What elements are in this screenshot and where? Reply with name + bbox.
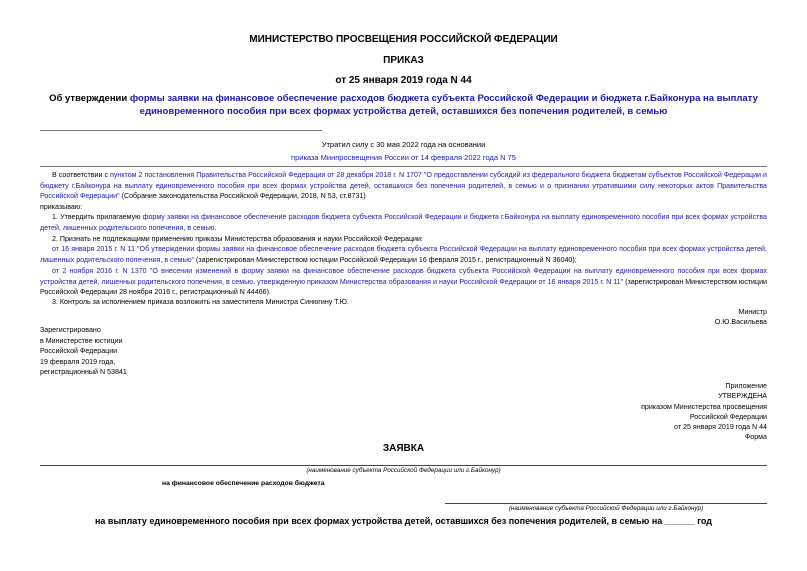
budget-fill-hint: (наименование субъекта Российской Федерации или г.Байконур): [508, 505, 704, 512]
item-1-text-b: .: [214, 223, 217, 232]
registration-line: 19 февраля 2019 года,: [40, 357, 116, 366]
budget-fill-line: [445, 503, 767, 504]
appendix-block: [567, 381, 767, 443]
registration-block: [40, 325, 190, 378]
item-2-paragraph: 2. Признать не подлежащими применению приказы Министерства образования и науки Российской Федерации:: [52, 235, 423, 243]
registration-line: в Министерстве юстиции: [40, 336, 123, 345]
appendix-line: приказом Министерства просвещения: [641, 402, 767, 411]
repealed-order-2: [40, 266, 767, 298]
repealed-order-1-text: (зарегистрирован Министерством юстиции Российской Федерации 16 февраля 2015 г., регистрационный N 36040);: [194, 255, 577, 264]
preamble-text-a: В соответствии с: [52, 171, 111, 179]
government-decree-link[interactable]: пунктом 2 постановления Правительства Российской Федерации от 28 декабря 2018 г. N 1707 "О предоставлении субсидий из федерального бюджета бюджетам субъектов Российской Федерации и бюджету г.Байконура на выплату единовременного пособия при всех формах устройства детей, оставшихся без попечения родителей, в семью и о признании утратившими силу некоторых актов Правительства Российской Федерации": [40, 171, 767, 200]
payment-purpose-line: на выплату единовременного пособия при всех формах устройства детей, оставшихся без попечения родителей, в семью на ______ год: [94, 516, 713, 526]
approved-form-link[interactable]: форму заявки на финансовое обеспечение расходов бюджета субъекта Российской Федерации и бюджета г.Байконура на выплату единовременного пособия при всех формах устройства детей, лишенных родительского попечения, в семью: [40, 213, 767, 232]
registration-line: регистрационный N 53841: [40, 368, 127, 376]
subject-prefix: Об утверждении: [49, 93, 130, 104]
preamble-paragraph: [40, 170, 767, 202]
registration-line: Российской Федерации: [40, 347, 118, 355]
lost-force-link-line: [0, 153, 807, 162]
lost-force-order-link[interactable]: приказа Минпросвещения России от 14 февраля 2022 года N 75: [291, 153, 516, 162]
form-title: ЗАЯВКА: [382, 443, 425, 454]
divider-top: [40, 130, 322, 131]
repealed-order-1: [40, 244, 767, 265]
divider-main: [40, 166, 767, 167]
repealed-order-1-link[interactable]: от 16 января 2015 г. N 11 "Об утверждении формы заявки на финансовое обеспечение расходов бюджета субъекта Российской Федерации на выплату единовременного пособия при всех формах устройства детей, лишенных родительского попечения, в семью": [40, 245, 767, 264]
order-subject: [40, 93, 767, 118]
repealed-order-2-text: (зарегистрирован Министерством юстиции Российской Федерации 28 ноября 2016 г., регистрационный N 44466).: [40, 277, 767, 296]
appendix-line: Форма: [744, 433, 767, 442]
subject-form-link[interactable]: формы заявки на финансовое обеспечение расходов бюджета субъекта Российской Федерации и бюджета г.Байконура на выплату единовременного пособия при всех формах устройства детей, оставшихся без попечения родителей, в семью: [129, 93, 758, 117]
order-date: от 25 января 2019 года N 44: [335, 75, 472, 86]
subject-fill-hint: (наименование субъекта Российской Федерации или г.Байконур): [306, 467, 501, 474]
appendix-line: Российской Федерации: [689, 412, 767, 421]
lost-force-notice: Утратил силу с 30 мая 2022 года на основании: [321, 140, 486, 149]
order-title: ПРИКАЗ: [383, 55, 424, 66]
subject-fill-line: [40, 465, 767, 466]
signer-position: Министр: [738, 308, 767, 316]
appendix-line: Приложение: [725, 382, 767, 390]
finance-label: на финансовое обеспечение расходов бюджета: [162, 480, 325, 487]
ministry-name: МИНИСТЕРСТВО ПРОСВЕЩЕНИЯ РОССИЙСКОЙ ФЕДЕРАЦИИ: [249, 34, 558, 45]
item-1-paragraph: [40, 212, 767, 233]
order-verb: приказываю:: [40, 203, 83, 211]
item-3-paragraph: 3. Контроль за исполнением приказа возложить на заместителя Министра Синюгину Т.Ю.: [52, 298, 349, 306]
signer-name: О.Ю.Васильева: [714, 318, 767, 326]
preamble-text-b: (Собрание законодательства Российской Федерации, 2018, N 53, ст.8731): [119, 192, 366, 200]
signer-block: [600, 307, 767, 327]
registration-line: Зарегистрировано: [40, 326, 101, 334]
appendix-line: УТВЕРЖДЕНА: [718, 392, 767, 401]
item-1-text-a: 1. Утвердить прилагаемую: [52, 213, 143, 221]
repealed-order-2-link[interactable]: от 2 ноября 2016 г. N 1370 "О внесении изменений в форму заявки на финансовое обеспечение расходов бюджета субъекта Российской Федерации на выплату единовременного пособия при всех формах устройства детей, лишенных родительского попечения, в семью, утвержденную приказом Министерства образования и науки Российской Федерации от 16 января 2015 г. N 11": [40, 267, 767, 286]
appendix-line: от 25 января 2019 года N 44: [674, 423, 767, 432]
